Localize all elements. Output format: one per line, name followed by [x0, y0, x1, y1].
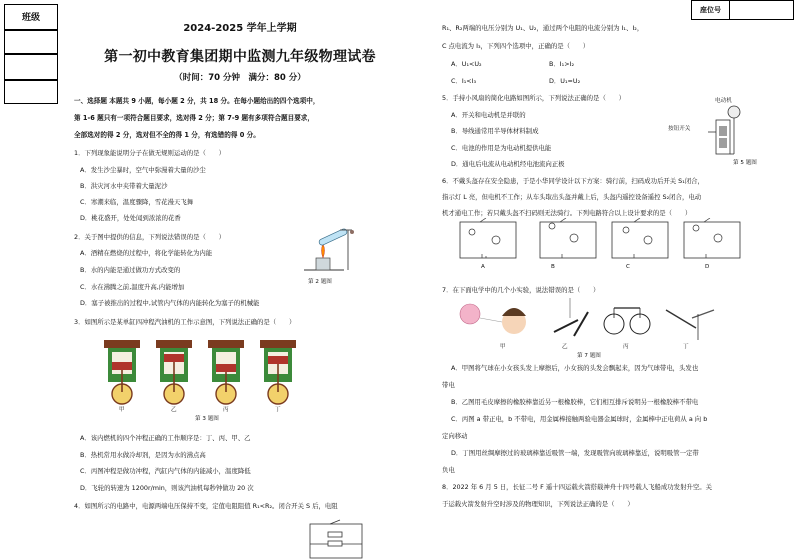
engine-ding	[260, 340, 296, 404]
q1-option-b: B．洪灾河水中夹带着大量泥沙	[80, 182, 168, 190]
q7-option-a-1: A．甲图将气球在小女孩头发上摩擦后，小女孩的头发会飘起来，因为气球带电，头发也	[451, 364, 699, 372]
q7-option-a-2: 带电	[442, 381, 455, 389]
q7-option-c-1: C．丙图 a 带正电，b 不带电，用金属棒接触两验电器金属球时，金属棒中正电荷从 a 向 b	[451, 415, 708, 423]
q3-option-b: B．热机常用水做冷却剂，是因为水的沸点高	[80, 451, 206, 459]
exp-bing	[604, 308, 650, 334]
q3-stem: 3．如图所示是某单缸四冲程汽油机的工作示意图，下列说法正确的是（ ）	[74, 318, 296, 326]
fig5-motor-label: 电动机	[715, 98, 732, 104]
q7-option-b: B．乙图用毛皮摩擦的橡胶棒靠近另一根橡胶棒，它们相互排斥说明另一根橡胶棒不带电	[451, 398, 699, 406]
q7-option-d-2: 负电	[442, 466, 455, 474]
q4-cont-1: R₁、R₂两端的电压分别为 U₁、U₂，通过两个电阻的电流分别为 I₁、I₂，	[442, 24, 644, 32]
fig2-caption: 第 2 题图	[308, 279, 332, 285]
fig6-circuits-diagram	[456, 218, 756, 264]
q4-option-d: D．U₁=U₂	[549, 77, 581, 85]
q7-option-d-1: D．丁图用丝绸摩擦过的玻璃棒靠近吸管一端，发现吸管向玻璃棒靠近，说明吸管一定带	[451, 449, 699, 457]
q1-option-a: A．发生沙尘暴时，空气中弥漫着大量的沙尘	[80, 166, 206, 174]
fig5-switch-label: 按钮开关	[668, 126, 691, 132]
circuit-a	[460, 218, 516, 258]
exam-title: 第一初中教育集团期中监测九年级物理试卷	[104, 49, 376, 65]
engine-label-ding: 丁	[275, 407, 281, 413]
q6-stem-3: 机才通电工作；若只戴头盔不扫码则无法骑行。下列电路符合以上设计要求的是（ ）	[442, 209, 692, 217]
circuit-label-a: A	[481, 264, 485, 270]
engine-label-yi: 乙	[171, 407, 177, 413]
name-field[interactable]	[4, 80, 58, 104]
exp-jia	[460, 304, 526, 334]
q1-stem: 1．下列现象能说明分子在做无规则运动的是（ ）	[74, 149, 226, 157]
circuit-label-c: C	[626, 264, 630, 270]
q4-option-a: A．U₁<U₂	[451, 60, 482, 68]
q7-label-ding: 丁	[683, 344, 689, 350]
q2-stem: 2．关于图中提供的信息，下列说法错误的是（ ）	[74, 233, 226, 241]
engine-label-bing: 丙	[223, 407, 229, 413]
q5-option-b: B．导线通常用半导体材料制成	[451, 127, 539, 135]
q8-stem-2: 于运载火箭发射升空时涉及的物理知识，下列说法正确的是（ ）	[442, 500, 634, 508]
q4-cont-2: C 点电流为 I₃，下列四个选项中，正确的是（ ）	[442, 42, 590, 50]
circuit-label-b: B	[551, 264, 555, 270]
name-blank-top	[4, 54, 58, 80]
exp-ding	[666, 310, 714, 340]
seat-number-label: 座位号	[692, 1, 730, 19]
q5-option-a: A．开关和电动机是并联的	[451, 111, 526, 119]
q7-option-c-2: 定向移动	[442, 432, 468, 440]
fig2-burner-diagram	[296, 226, 360, 278]
circuit-d	[684, 218, 740, 258]
q3-option-c: C．丙图冲程是做功冲程，汽缸内气体的内能减小，温度降低	[80, 467, 251, 475]
engine-yi	[156, 340, 192, 404]
class-label: 班级	[21, 13, 40, 23]
fig3-caption: 第 3 题图	[195, 416, 219, 422]
q5-option-d: D．通电后电流从电动机经电池流向正极	[451, 160, 565, 168]
fig5-fan-diagram	[700, 104, 750, 160]
q2-option-a: A．酒精在燃烧的过程中，将化学能转化为内能	[80, 249, 213, 257]
circuit-b	[540, 218, 596, 258]
exam-meta: （时间：70 分钟 满分：80 分）	[174, 73, 306, 83]
q7-stem: 7．在下面电学中的几个小实验，说法错误的是（ ）	[442, 286, 600, 294]
q4-option-b: B．I₁>I₂	[549, 60, 575, 68]
q5-option-c: C．电池的作用是为电动机提供电能	[451, 144, 552, 152]
q3-option-d: D．飞轮的转速为 1200r/min，则该汽油机每秒钟做功 20 次	[80, 484, 254, 492]
circuit-label-d: D	[705, 264, 710, 270]
fig7-experiments-diagram	[456, 296, 716, 346]
fig5-caption: 第 5 题图	[733, 160, 757, 166]
q2-option-c: C．水在沸腾之前,温度升高,内能增加	[80, 283, 185, 291]
q4-stem: 4．如图所示的电路中，电源两端电压保持不变，定值电阻阻值 R₁<R₂。闭合开关 S 后，电阻	[74, 502, 338, 510]
q8-stem-1: 8．2022 年 6 月 5 日，长征二号 F 遥十四运载火箭搭载神舟十四号载人飞船成功发射升空。关	[442, 483, 713, 491]
q4-option-c: C．I₁<I₃	[451, 77, 477, 85]
class-field[interactable]	[4, 30, 58, 54]
circuit-c	[612, 218, 668, 258]
exp-yi	[554, 298, 588, 336]
q2-option-b: B．水的内能是通过做功方式改变的	[80, 266, 181, 274]
section1-line-1: 一、选择题 本题共 9 小题，每小题 2 分，共 18 分。在每小题给出的四个选项中，	[74, 97, 320, 105]
q7-label-bing: 丙	[623, 344, 629, 350]
section1-line-3: 全部选对的得 2 分，选对但不全的得 1 分，有选错的得 0 分。	[74, 131, 260, 139]
q1-option-c: C．寒潮来临，温度骤降，雪花漫天飞舞	[80, 198, 194, 206]
q2-option-d: D．塞子被推出的过程中,试管内气体的内能转化为塞子的机械能	[80, 299, 260, 307]
q6-stem-1: 6．不戴头盔存在安全隐患，于是小华同学设计以下方案：骑行前，扫码成功后开关 S₁闭合，	[442, 177, 704, 185]
q7-label-yi: 乙	[562, 344, 568, 350]
engine-bing	[208, 340, 244, 404]
q6-stem-2: 指示灯 L 亮，但电机不工作；从车头取出头盔并戴上后，头盔内遥控设备遥控 S₂闭合，电动	[442, 193, 702, 201]
fig4-circuit-diagram	[306, 516, 366, 560]
school-year: 2024-2025 学年上学期	[183, 23, 297, 34]
fig7-caption: 第 7 题图	[577, 353, 601, 359]
q7-label-jia: 甲	[500, 344, 506, 350]
engine-jia	[104, 340, 140, 404]
q3-option-a: A．该内燃机的四个冲程正确的工作顺序是：丁、丙、甲、乙	[80, 434, 251, 442]
seat-number-field[interactable]	[730, 1, 793, 19]
section1-line-2: 第 1-6 题只有一项符合题目要求，选对得 2 分；第 7-9 题有多项符合题目要求，	[74, 114, 314, 122]
q5-stem: 5．手持小风扇的简化电路如图所示，下列说法正确的是（ ）	[442, 94, 626, 102]
engine-label-jia: 甲	[119, 407, 125, 413]
q1-option-d: D．桃花盛开，处处闻到浓浓的花香	[80, 214, 181, 222]
fig3-engine-diagram	[98, 334, 308, 414]
